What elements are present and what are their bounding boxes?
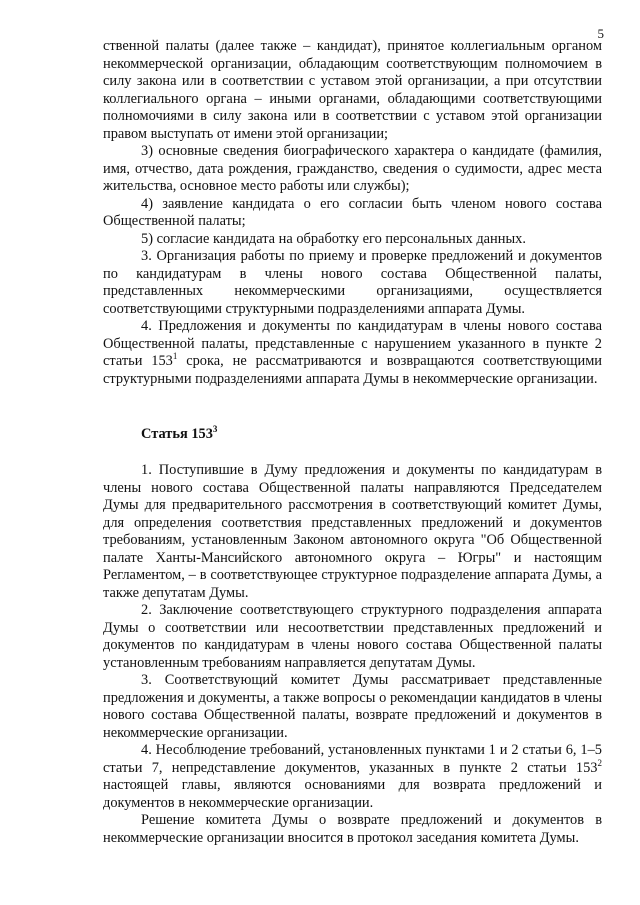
intro-text xyxy=(103,38,602,388)
superscript: 1 xyxy=(172,351,178,362)
paragraph: 4) заявление кандидата о его согласии быть членом нового состава Общественной палаты; xyxy=(103,195,602,229)
paragraph: 3. Организация работы по приему и проверке предложений и документов по кандидатурам в члены нового состава Общественной палаты, представленных некоммерческими организациями, осуществляется соответствующими структурными подразделениями аппарата Думы. xyxy=(103,248,602,317)
paragraph: 3) основные сведения биографического характера о кандидате (фамилия, имя, отчество, дата рождения, гражданство, сведения о судимости, адрес места жительства, основное место работы или службы); xyxy=(103,143,602,194)
paragraph xyxy=(103,318,602,388)
paragraph: 2. Заключение соответствующего структурного подразделения аппарата Думы о соответствии или несоответствии представленных предложений и документов по кандидатурам в члены нового состава Общественной палаты установленным требованиям направляется депутатам Думы. xyxy=(103,602,602,671)
paragraph-text: 4. Несоблюдение требований, установленных пунктами 1 и 2 статьи 6, 1–5 статьи 7, непредставление документов, указанных в пункте 2 статьи 153 xyxy=(103,742,602,776)
page-number: 5 xyxy=(597,26,604,41)
paragraph-text: 4. Предложения и документы по кандидатурам в члены нового состава Общественной палаты, представленные с нарушением указанного в пункте 2 статьи 153 xyxy=(103,318,602,369)
superscript: 3 xyxy=(212,424,218,435)
paragraph-text: настоящей главы, являются основаниями для возврата предложений и документов в некоммерческие организации. xyxy=(103,777,602,811)
superscript: 2 xyxy=(597,757,602,768)
paragraph-text: срока, не рассматриваются и возвращаются соответствующими структурными подразделениями аппарата Думы в некоммерческие организации. xyxy=(103,353,603,387)
article-title xyxy=(141,425,217,443)
paragraph: 3. Соответствующий комитет Думы рассматривает представленные предложения и документы, а также вопросы о рекомендации кандидатов в члены нового состава Общественной палаты, возврате предложений и документов в некоммерческие организации. xyxy=(103,672,602,741)
paragraph: 1. Поступившие в Думу предложения и документы по кандидатурам в члены нового состава Общественной палаты направляются Председателем Думы для предварительного рассмотрения в соответствующий комитет Думы, для определения соответствия представленных предложений и документов требованиям, установленным Законом автономного округа "Об Общественной палате Ханты-Мансийского автономного округа – Югры" и настоящим Регламентом, – в соответствующее структурное подразделение аппарата Думы, а также депутатам Думы. xyxy=(103,462,602,601)
paragraph: ственной палаты (далее также – кандидат), принятое коллегиальным органом некоммерческой организации, обладающим соответствующим полномочием в силу закона или в соответствии с уставом этой организации, а при отсутствии коллегиального органа – иными органами, обладающими соответствующими полномочиями в силу закона или в соответствии с уставом этой организации правом выступать от имени этой организации; xyxy=(103,38,602,142)
article-text xyxy=(103,462,602,847)
paragraph: Решение комитета Думы о возврате предложений и документов в некоммерческие организации вносится в протокол заседания комитета Думы. xyxy=(103,812,602,846)
article-title-text: Статья 153 xyxy=(141,426,213,442)
paragraph: 5) согласие кандидата на обработку его персональных данных. xyxy=(141,230,526,247)
paragraph xyxy=(103,742,602,812)
